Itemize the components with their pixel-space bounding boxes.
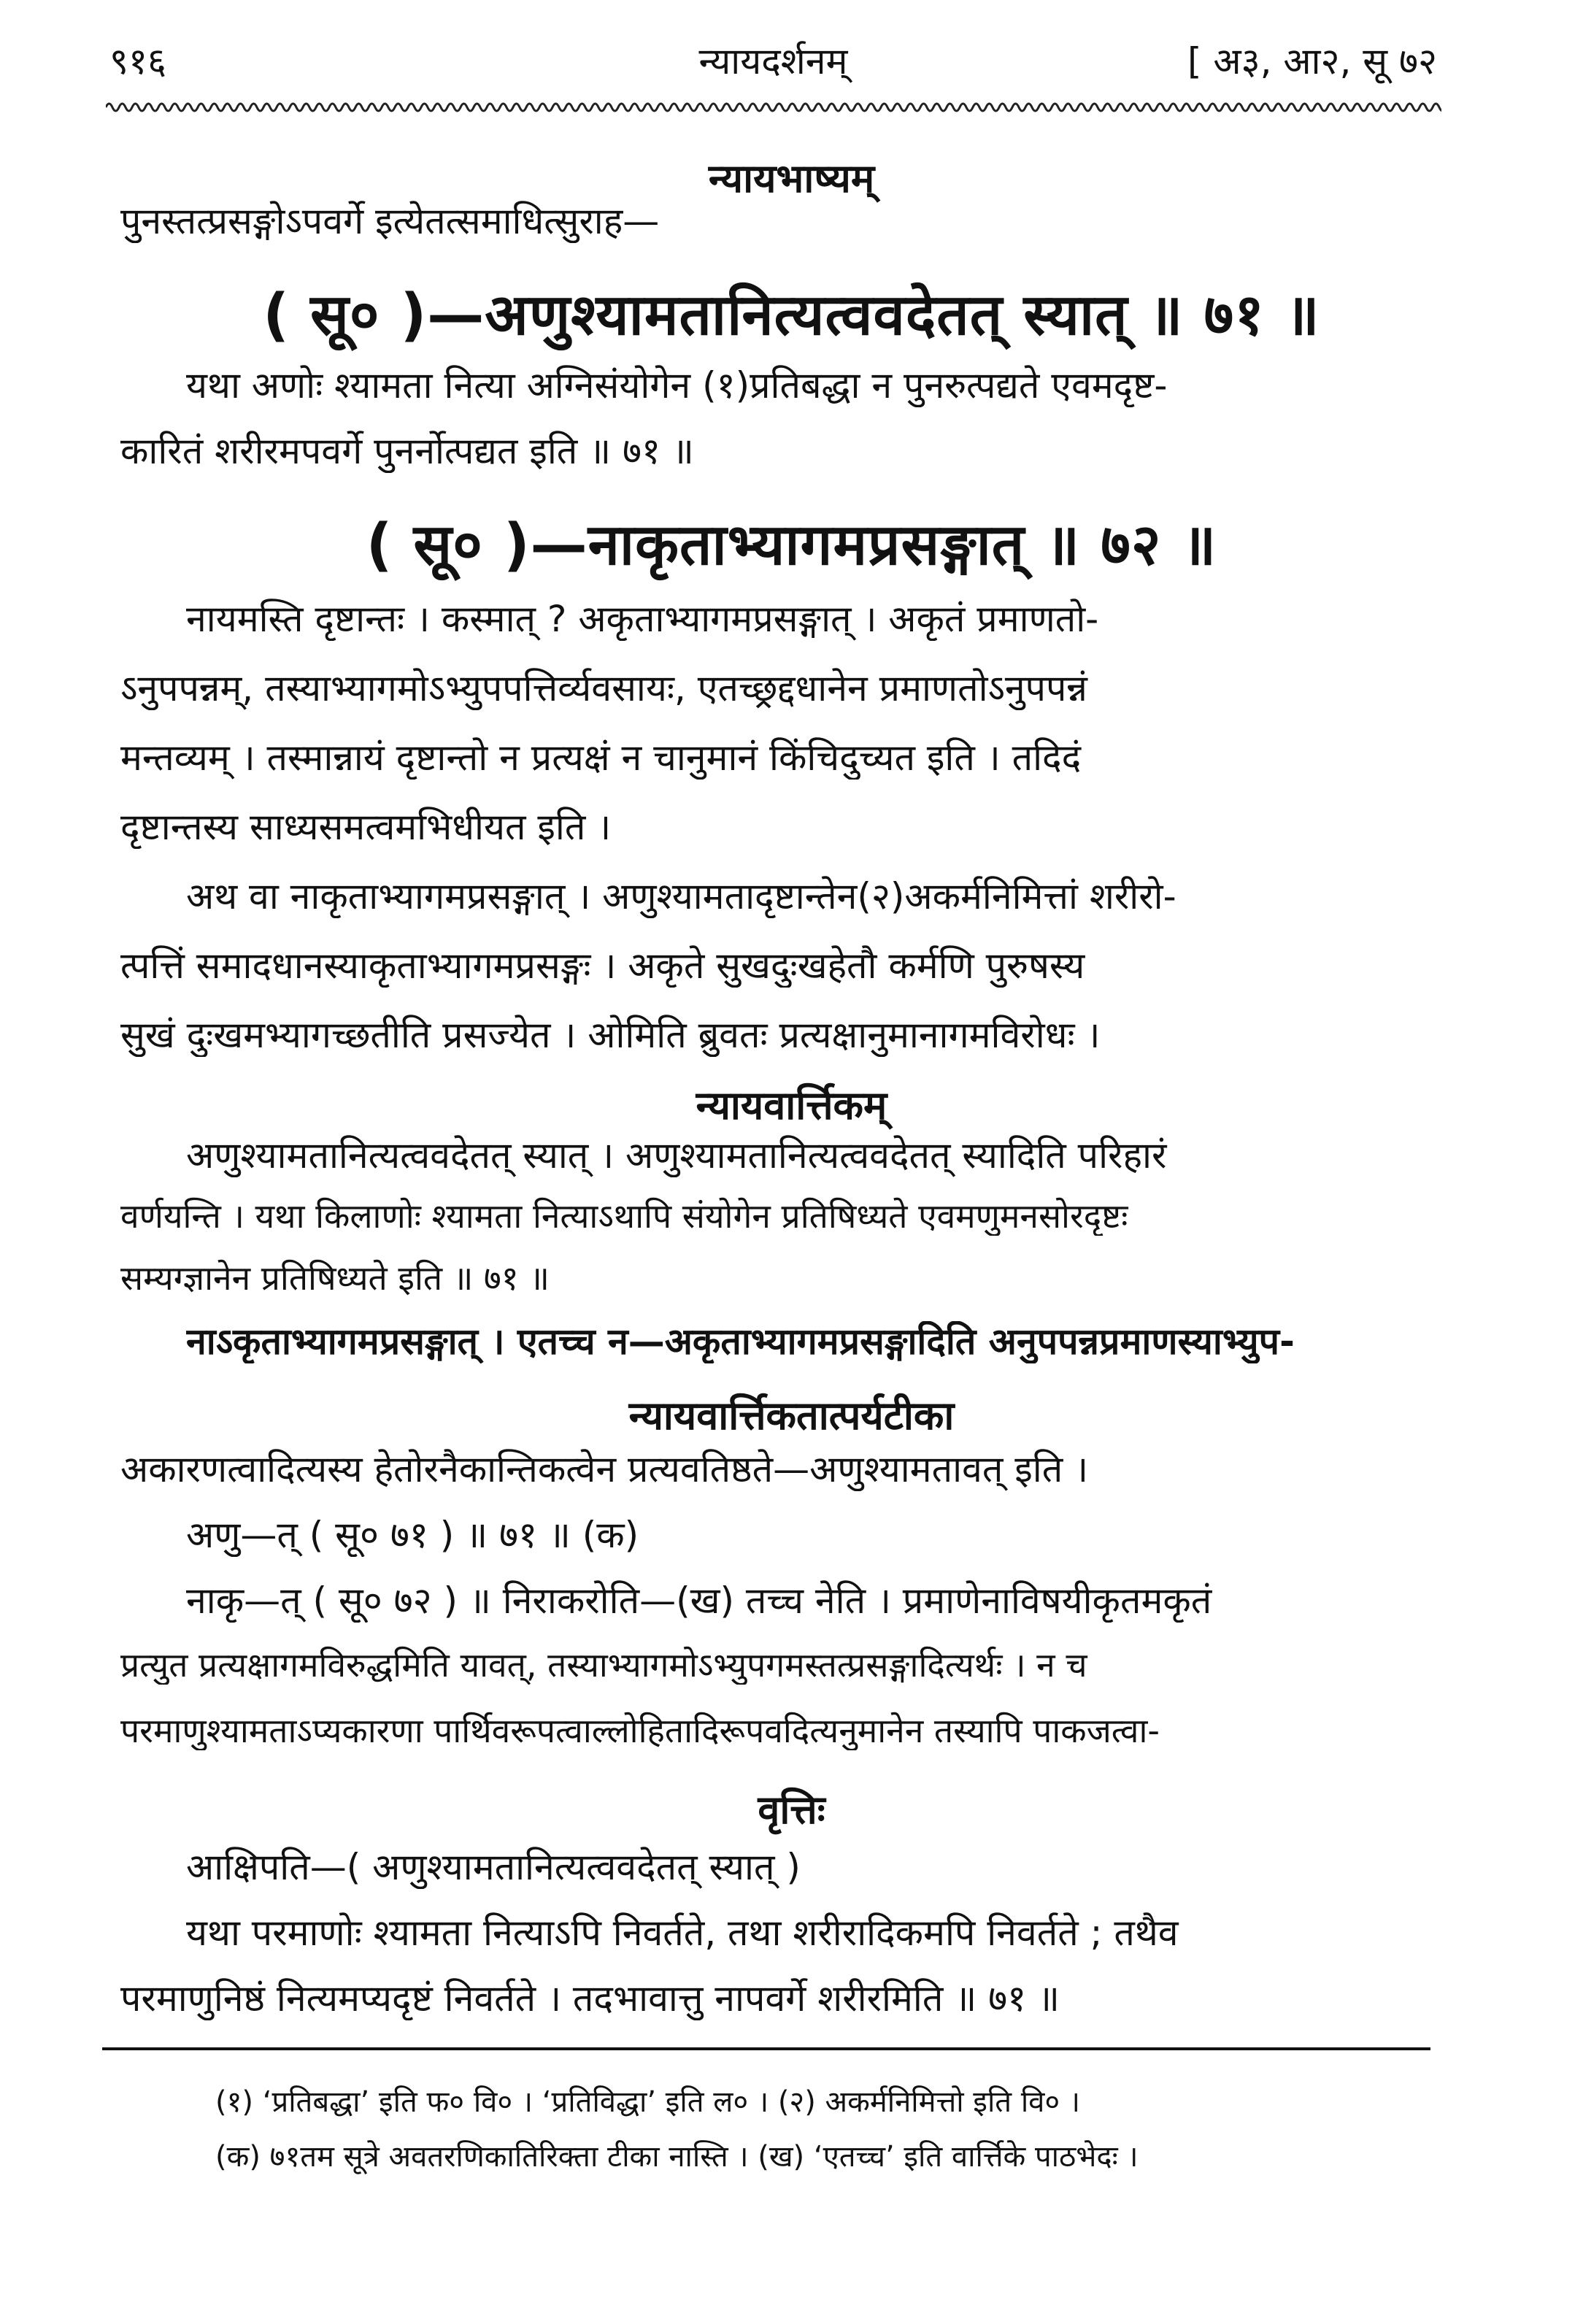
vritti-line3: परमाणुनिष्ठं नित्यमप्यदृष्टं निवर्तते । तदभावात्तु नापवर्गे शरीरमिति ॥ ७१ ॥ bbox=[120, 1978, 1060, 2020]
bhashya-p1-line1: यथा अणोः श्यामता नित्या अग्निसंयोगेन (१)प्रतिबद्धा न पुनरुत्पद्यते एवमदृष्ट- bbox=[186, 365, 1168, 407]
vartika-line2: वर्णयन्ति । यथा किलाणोः श्यामता नित्याऽथापि संयोगेन प्रतिषिध्यते एवमणुमनसोरदृष्टः bbox=[120, 1197, 1128, 1236]
tika-line1: अकारणत्वादित्यस्य हेतोरनैकान्तिकत्वेन प्रत्यवतिष्ठते—अणुश्यामतावत् इति । bbox=[120, 1449, 1089, 1490]
chapter-reference: [ अ३, आ२, सू ७२ bbox=[1187, 40, 1437, 82]
tika-line5: परमाणुश्यामताऽप्यकारणा पार्थिवरूपत्वाल्लोहितादिरूपवदित्यनुमानेन तस्यापि पाकजत्वा- bbox=[120, 1712, 1160, 1750]
bhashya-p2-line4: दृष्टान्तस्य साध्यसमत्वमभिधीयत इति । bbox=[120, 807, 612, 848]
sutra-71: ( सू० )—अणुश्यामतानित्यत्ववदेतत् स्यात् ॥ ७१ ॥ bbox=[263, 282, 1320, 348]
sutra-72: ( सू० )—नाकृताभ्यागमप्रसङ्गात् ॥ ७२ ॥ bbox=[366, 512, 1217, 578]
vartika-line4: नाऽकृताभ्यागमप्रसङ्गात् । एतच्च न—अकृताभ्यागमप्रसङ्गादिति अनुपपन्नप्रमाणस्याभ्युप- bbox=[186, 1321, 1295, 1363]
bhashya-intro: पुनस्तत्प्रसङ्गोऽपवर्गे इत्येतत्समाधित्सुराह— bbox=[120, 201, 660, 242]
bhashya-p1-line2: कारितं शरीरमपवर्गे पुनर्नोत्पद्यत इति ॥ ७१ ॥ bbox=[120, 431, 694, 472]
bhashya-p2-line3: मन्तव्यम् । तस्मान्नायं दृष्टान्तो न प्रत्यक्षं न चानुमानं किंचिदुच्यत इति । तदिदं bbox=[120, 737, 1082, 779]
section-title-tika: न्यायवार्त्तिकतात्पर्यटीका bbox=[628, 1393, 955, 1439]
bhashya-p3-line3: सुखं दुःखमभ्यागच्छतीति प्रसज्येत । ओमिति ब्रुवतः प्रत्यक्षानुमानागमविरोधः । bbox=[120, 1015, 1101, 1056]
bhashya-p3-line2: त्पत्तिं समादधानस्याकृताभ्यागमप्रसङ्गः । अकृते सुखदुःखहेतौ कर्मणि पुरुषस्य bbox=[120, 945, 1085, 987]
footnote-1: (१) ‘प्रतिबद्धा’ इति फ० वि० । ‘प्रतिविद्धा’ इति ल० । (२) अकर्मनिमित्तो इति वि० । bbox=[215, 2085, 1081, 2119]
bhashya-p3-line1: अथ वा नाकृताभ्यागमप्रसङ्गात् । अणुश्यामतादृष्टान्तेन(२)अकर्मनिमित्तां शरीरो- bbox=[186, 876, 1176, 917]
vartika-line3: सम्यग्ज्ञानेन प्रतिषिध्यते इति ॥ ७१ ॥ bbox=[120, 1259, 550, 1298]
bhashya-p2-line1: नायमस्ति दृष्टान्तः । कस्मात् ? अकृताभ्यागमप्रसङ्गात् । अकृतं प्रमाणतो- bbox=[186, 599, 1099, 640]
page-number: ९१६ bbox=[109, 40, 166, 82]
tika-line3: नाकृ—त् ( सू० ७२ ) ॥ निराकरोति—(ख) तच्च नेति । प्रमाणेनाविषयीकृतमकृतं bbox=[186, 1580, 1212, 1622]
tika-line2: अणु—त् ( सू० ७१ ) ॥ ७१ ॥ (क) bbox=[186, 1515, 639, 1556]
footnote-2: (क) ७१तम सूत्रे अवतरणिकातिरिक्ता टीका नास्ति । (ख) ‘एतच्च’ इति वार्त्तिके पाठभेदः । bbox=[215, 2140, 1139, 2174]
section-title-vritti: वृत्तिः bbox=[758, 1787, 825, 1833]
bhashya-p2-line2: ऽनुपपन्नम्, तस्याभ्यागमोऽभ्युपपत्तिर्व्यवसायः, एतच्छ्रद्दधानेन प्रमाणतोऽनुपपन्नं bbox=[120, 668, 1087, 709]
vartika-line1: अणुश्यामतानित्यत्ववदेतत् स्यात् । अणुश्यामतानित्यत्ववदेतत् स्यादिति परिहारं bbox=[186, 1135, 1167, 1177]
tika-line4: प्रत्युत प्रत्यक्षागमविरुद्धमिति यावत्, तस्याभ्यागमोऽभ्युपगमस्तत्प्रसङ्गादित्यर्थः । न च bbox=[120, 1646, 1087, 1685]
vritti-line1: आक्षिपति—( अणुश्यामतानित्यत्ववदेतत् स्यात् ) bbox=[186, 1847, 801, 1888]
vritti-line2: यथा परमाणोः श्यामता नित्याऽपि निवर्तते, तथा शरीरादिकमपि निवर्तते ; तथैव bbox=[186, 1912, 1179, 1954]
wavy-header-rule bbox=[106, 99, 1441, 116]
running-header bbox=[109, 35, 1437, 86]
book-title: न्यायदर्शनम् bbox=[698, 40, 848, 82]
footnote-divider bbox=[102, 2047, 1430, 2050]
section-title-vartika: न्यायवार्त्तिकम् bbox=[696, 1082, 887, 1128]
section-title-bhashya: न्यायभाष्यम् bbox=[708, 155, 875, 201]
